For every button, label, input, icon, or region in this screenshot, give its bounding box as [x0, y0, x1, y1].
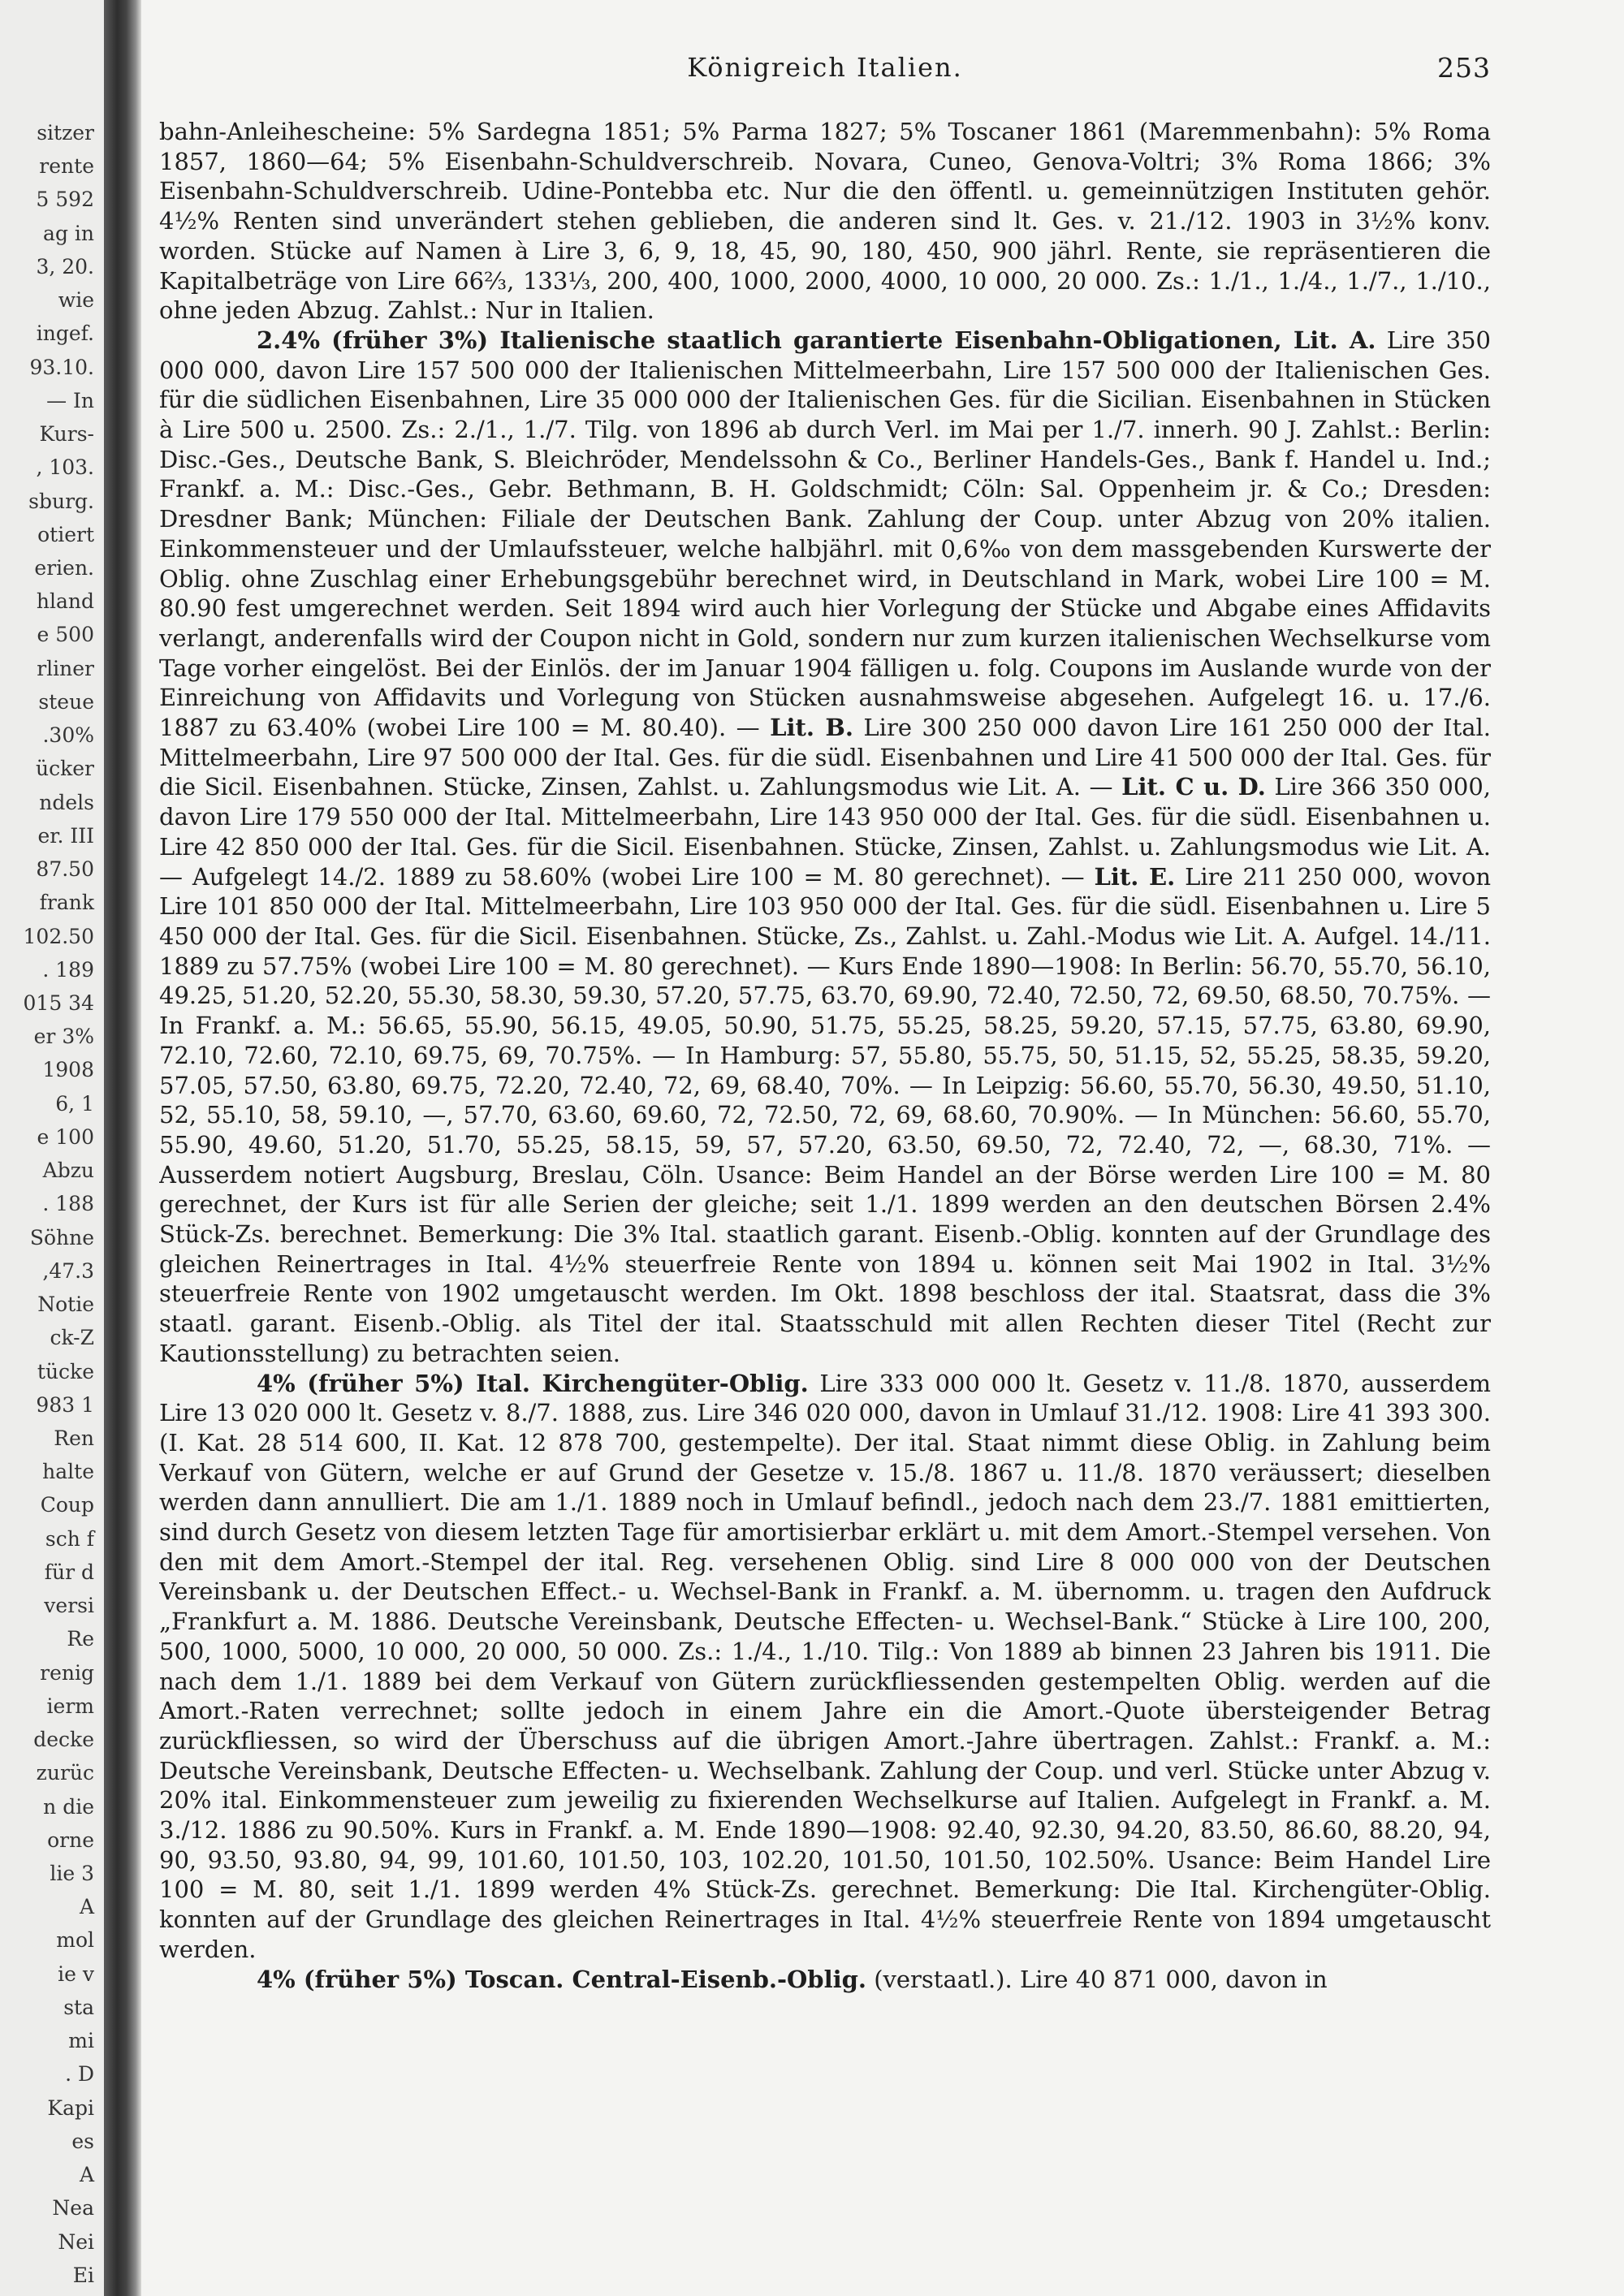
fragment-line: Coup	[40, 1493, 94, 1517]
fragment-line: n die	[43, 1794, 94, 1819]
fragment-line: . 188	[42, 1192, 94, 1216]
fragment-line: frank	[39, 891, 94, 915]
fragment-line: A	[79, 2163, 94, 2187]
fragment-line: e 100	[37, 1124, 94, 1149]
fragment-line: 1908	[42, 1058, 94, 1082]
fragment-line: 983 1	[36, 1392, 94, 1417]
fragment-line: orne	[47, 1828, 94, 1852]
fragment-line: ndels	[39, 790, 94, 814]
fragment-line: für d	[44, 1560, 94, 1584]
fragment-line: e 500	[37, 623, 94, 647]
fragment-line: . 189	[42, 957, 94, 982]
fragment-line: Ren	[54, 1426, 94, 1450]
fragment-line: .30%	[42, 723, 94, 748]
fragment-line: Kapi	[47, 2095, 94, 2120]
fragment-line: Nei	[58, 2229, 94, 2254]
text-run: (verstaatl.). Lire 40 871 000, davon in	[866, 1965, 1328, 1993]
fragment-line: — In	[46, 388, 94, 412]
fragment-line: mi	[68, 2029, 94, 2053]
text-run: Lire 350 000 000, davon Lire 157 500 000 der Italienischen Mittelmeerbahn, Lire 157 500 000 der Italienischen Ges. für die südlichen Eisenbahnen, Lire 35 000 000 der Italienischen Ges. für die Sicilian. Eisenbahnen in Stücken à Lire 500 u. 2500. Zs.: 2./1., 1./7. Tilg. von 1896 ab durch Verl. im Mai per 1./7. innerh. 90 J. Zahlst.: Berlin: Disc.-Ges., Deutsche Bank, S. Bleichröder, Mendelssohn & Co., Berliner Handels-Ges., Bank f. Handel u. Ind.; Frankf. a. M.: Disc.-Ges., Gebr. Bethmann, B. H. Goldschmidt; Cöln: Sal. Oppenheim jr. & Co.; Dresden: Dresdner Bank; München: Filiale der Deutschen Bank. Zahlung der Coup. unter Abzug von 20% italien. Einkommensteuer und der Umlaufssteuer, welche halbjährl. mit 0,6‰ von dem massgebenden Kurswerte der Oblig. ohne Zuschlag einer Erhebungsgebühr berechnet wird, in Deutschland in Mark, wobei Lire 100 = M. 80.90 fest umgerechnet werden. Seit 1894 wird auch hier Vorlegung der Stücke und Abgabe eines Affidavits verlangt, anderenfalls wird der Coupon nicht in Gold, sondern nur zum kurzen italienischen Wechselkurse vom Tage vorher eingelöst. Bei der Einlös. der im Januar 1904 fälligen u. folg. Coupons im Auslande wurde von der Einreichung von Affidavits und Vorlegung von Stücken ausnahmsweise abgesehen. Aufgelegt 16. u. 17./6. 1887 zu 63.40% (wobei Lire 100 = M. 80.40). —	[159, 326, 1491, 742]
fragment-line: er. III	[37, 823, 94, 848]
text-run: Lire 211 250 000, wovon Lire 101 850 000 der Ital. Mittelmeerbahn, Lire 103 950 000 der Ital. Ges. für die südl. Eisenbahnen u. Lire 5 450 000 der Ital. Ges. für die Sicil. Eisenbahnen. Stücke, Zs., Zahlst. u. Zahl.-Modus wie Lit. A. Aufgel. 14./11. 1889 zu 57.75% (wobei Lire 100 = M. 80 gerechnet). — Kurs Ende 1890—1908: In Berlin: 56.70, 55.70, 56.10, 49.25, 51.20, 52.20, 55.30, 58.30, 59.30, 57.20, 57.75, 63.70, 69.90, 72.40, 72.50, 72, 69.50, 68.50, 70.75%. — In Frankf. a. M.: 56.65, 55.90, 56.15, 49.05, 50.90, 51.75, 55.25, 58.25, 59.20, 57.15, 57.75, 63.80, 69.90, 72.10, 72.60, 72.10, 69.75, 69, 70.75%. — In Hamburg: 57, 55.80, 55.75, 50, 51.15, 52, 55.25, 58.35, 59.20, 57.05, 57.50, 63.80, 69.75, 72.20, 72.40, 72, 69, 68.40, 70%. — In Leipzig: 56.60, 55.70, 56.30, 49.50, 51.10, 52, 55.10, 58, 59.10, —, 57.70, 63.60, 69.60, 72, 72.50, 72, 69, 68.60, 70.90%. — In München: 56.60, 55.70, 55.90, 49.60, 51.20, 51.70, 55.25, 58.15, 59, 57, 57.20, 63.50, 69.50, 72, 72.40, 72, —, 68.30, 71%. — Ausserdem notiert Augsburg, Breslau, Cöln. Usance: Beim Handel an der Börse werden Lire 100 = M. 80 gerechnet, der Kurs ist für alle Serien der gleiche; seit 1./1. 1899 werden an den deutschen Börsen 2.4% Stück-Zs. berechnet. Bemerkung: Die 3% Ital. staatlich garant. Eisenb.-Oblig. konnten auf der Grundlage des gleichen Reinertrages in Ital. 4½% steuerfreie Rente von 1894 u. können seit Mai 1902 in Ital. 3½% steuerfreie Rente von 1902 umgetauscht werden. Im Okt. 1898 beschloss der ital. Staatsrat, dass die 3% staatl. garant. Eisenb.-Oblig. als Titel der ital. Staatsschuld mit allen Rechten dieser Titel (Recht zur Kautionsstellung) zu betrachten seien.	[159, 862, 1491, 1367]
fragment-line: es	[71, 2129, 94, 2153]
fragment-line: versi	[44, 1594, 94, 1618]
fragment-line: 93.10.	[29, 355, 94, 379]
fragment-line: lie 3	[50, 1862, 94, 1885]
body-text	[159, 117, 1491, 1994]
document-page	[159, 0, 1491, 2296]
fragment-line: zurüc	[36, 1761, 94, 1785]
fragment-line: Söhne	[29, 1225, 94, 1249]
fragment-line: er 3%	[33, 1025, 94, 1049]
fragment-line: sitzer	[37, 121, 94, 145]
fragment-line: Kurs-	[39, 422, 94, 447]
fragment-line: otiert	[37, 522, 94, 546]
fragment-line: A	[79, 1895, 94, 1919]
bold-heading-run: Lit. C u. D.	[1121, 773, 1266, 801]
fragment-line: , 103.	[36, 455, 94, 480]
fragment-line: 015 34	[23, 991, 94, 1015]
fragment-line: sburg.	[28, 489, 94, 513]
paragraph	[159, 117, 1491, 326]
fragment-line: erien.	[34, 556, 94, 580]
fragment-line: halte	[42, 1460, 94, 1484]
fragment-line: Re	[67, 1627, 94, 1651]
fragment-line: Nea	[52, 2196, 94, 2220]
fragment-line: Ei	[72, 2263, 94, 2287]
adjacent-page-fragment	[0, 0, 104, 2296]
fragment-line: rliner	[37, 656, 94, 680]
fragment-line: decke	[33, 1728, 94, 1752]
fragment-line: ,47.3	[42, 1258, 94, 1283]
fragment-line: rente	[39, 154, 94, 179]
fragment-line: steue	[38, 689, 94, 714]
fragment-line: 6, 1	[55, 1091, 94, 1116]
fragment-line: sta	[63, 1995, 94, 2019]
page-title: Königreich Italien.	[687, 52, 963, 83]
fragment-line: ie v	[58, 1962, 94, 1986]
fragment-line: sch f	[45, 1526, 94, 1551]
bold-heading-run: 2.4% (früher 3%) Italienische staatlich garantierte Eisenbahn-Obligationen, Lit. A.	[257, 326, 1376, 354]
fragment-line: hland	[36, 589, 94, 614]
bold-heading-run: 4% (früher 5%) Toscan. Central-Eisenb.-Oblig.	[257, 1965, 866, 1993]
bold-heading-run: Lit. E.	[1094, 862, 1176, 891]
book-gutter	[104, 0, 141, 2296]
fragment-line: tücke	[37, 1359, 94, 1383]
text-run: Lire 300 250 000 davon Lire 161 250 000 der Ital. Mittelmeerbahn, Lire 97 500 000 der Ital. Ges. für die südl. Eisenbahnen und Lire 41 500 000 der Ital. Ges. für die Sicil. Eisenbahnen. Stücke, Zinsen, Zahlst. u. Zahlungsmodus wie Lit. A. —	[159, 714, 1491, 801]
bold-heading-run: 4% (früher 5%) Ital. Kirchengüter-Oblig.	[257, 1369, 809, 1397]
paragraph	[159, 1965, 1491, 1995]
fragment-line: 3, 20.	[36, 254, 94, 278]
fragment-line: 87.50	[36, 857, 94, 882]
fragment-line: . D	[65, 2062, 94, 2087]
fragment-line: ierm	[46, 1694, 94, 1718]
paragraph	[159, 1369, 1491, 1965]
fragment-line: mol	[56, 1928, 94, 1953]
fragment-line: wie	[58, 288, 94, 313]
fragment-line: 5 592	[36, 188, 94, 212]
fragment-line: Abzu	[42, 1159, 94, 1183]
fragment-line: Notie	[37, 1293, 94, 1317]
paragraph	[159, 326, 1491, 1369]
fragment-line: ücker	[36, 757, 94, 781]
fragment-line: ck-Z	[50, 1326, 94, 1350]
text-run: Lire 366 350 000, davon Lire 179 550 000 der Ital. Mittelmeerbahn, Lire 143 950 000 der Ital. Ges. für die südl. Eisenbahnen u. Lire 42 850 000 der Ital. Ges. für die Sicil. Eisenbahnen. Stücke, Zinsen, Zahlst. u. Zahlungsmodus wie Lit. A. — Aufgelegt 14./2. 1889 zu 58.60% (wobei Lire 100 = M. 80 gerechnet). —	[159, 773, 1491, 891]
running-head	[159, 52, 1491, 84]
fragment-line: ag in	[43, 221, 94, 245]
bold-heading-run: Lit. B.	[770, 714, 853, 742]
fragment-line: ingef.	[36, 322, 94, 346]
text-run: Lire 333 000 000 lt. Gesetz v. 11./8. 1870, ausserdem Lire 13 020 000 lt. Gesetz v. 8./7. 1888, zus. Lire 346 020 000, davon in Umlauf 31./12. 1908: Lire 41 393 300. (I. Kat. 28 514 600, II. Kat. 12 878 700, gestempelte). Der ital. Staat nimmt diese Oblig. in Zahlung beim Verkauf von Gütern, welche er auf Grund der Gesetze v. 15./8. 1867 u. 11./8. 1870 veräussert; dieselben werden dann annulliert. Die am 1./1. 1889 noch in Umlauf befindl., jedoch nach dem 23./7. 1881 emittierten, sind durch Gesetz von diesem letzten Tage für amortisierbar erklärt u. mit dem Amort.-Stempel versehen. Von den mit dem Amort.-Stempel der ital. Reg. versehenen Oblig. sind Lire 8 000 000 von der Deutschen Vereinsbank u. der Deutschen Effect.- u. Wechsel-Bank in Frankf. a. M. übernomm. u. tragen den Aufdruck „Frankfurt a. M. 1886. Deutsche Vereinsbank, Deutsche Effecten- u. Wechsel-Bank.“ Stücke à Lire 100, 200, 500, 1000, 5000, 10 000, 20 000, 50 000. Zs.: 1./4., 1./10. Tilg.: Von 1889 ab binnen 23 Jahren bis 1911. Die nach dem 1./1. 1889 bei dem Verkauf von Gütern zurückfliessenden gestempelten Oblig. werden auf die Amort.-Raten verrechnet; sollte jedoch in einem Jahre ein die Amort.-Quote übersteigender Betrag zurückfliessen, so wird der Überschuss auf die übrigen Amort.-Jahre übertragen. Zahlst.: Frankf. a. M.: Deutsche Vereinsbank, Deutsche Effecten- u. Wechselbank. Zahlung der Coup. und verl. Stücke unter Abzug v. 20% ital. Einkommensteuer zum jeweilig zu fixierenden Wechselkurse auf Italien. Aufgelegt in Frankf. a. M. 3./12. 1886 zu 90.50%. Kurs in Frankf. a. M. Ende 1890—1908: 92.40, 92.30, 94.20, 83.50, 86.60, 88.20, 94, 90, 93.50, 93.80, 94, 99, 101.60, 101.50, 103, 102.20, 101.50, 101.50, 102.50%. Usance: Beim Handel Lire 100 = M. 80, seit 1./1. 1899 werden 4% Stück-Zs. gerechnet. Bemerkung: Die Ital. Kirchengüter-Oblig. konnten auf der Grundlage des gleichen Reinertrages in Ital. 4½% steuerfreie Rente von 1894 umgetauscht werden.	[159, 1369, 1491, 1963]
page-number: 253	[1437, 52, 1491, 84]
text-run: bahn-Anleihescheine: 5% Sardegna 1851; 5% Parma 1827; 5% Toscaner 1861 (Maremmenbahn): 5% Roma 1857, 1860—64; 5% Eisenbahn-Schuldverschreib. Novara, Cuneo, Genova-Voltri; 3% Roma 1866; 3% Eisenbahn-Schuldverschreib. Udine-Pontebba etc. Nur die den öffentl. u. gemeinnützigen Instituten gehör. 4½% Renten sind unverändert stehen geblieben, die anderen sind lt. Ges. v. 21./12. 1903 in 3½% konv. worden. Stücke auf Namen à Lire 3, 6, 9, 18, 45, 90, 180, 450, 900 jährl. Rente, sie repräsentieren die Kapitalbeträge von Lire 66⅔, 133⅓, 200, 400, 1000, 2000, 4000, 10 000, 20 000. Zs.: 1./1., 1./4., 1./7., 1./10., ohne jeden Abzug. Zahlst.: Nur in Italien.	[159, 118, 1491, 325]
fragment-line: 102.50	[23, 924, 94, 948]
fragment-line: renig	[40, 1660, 94, 1685]
